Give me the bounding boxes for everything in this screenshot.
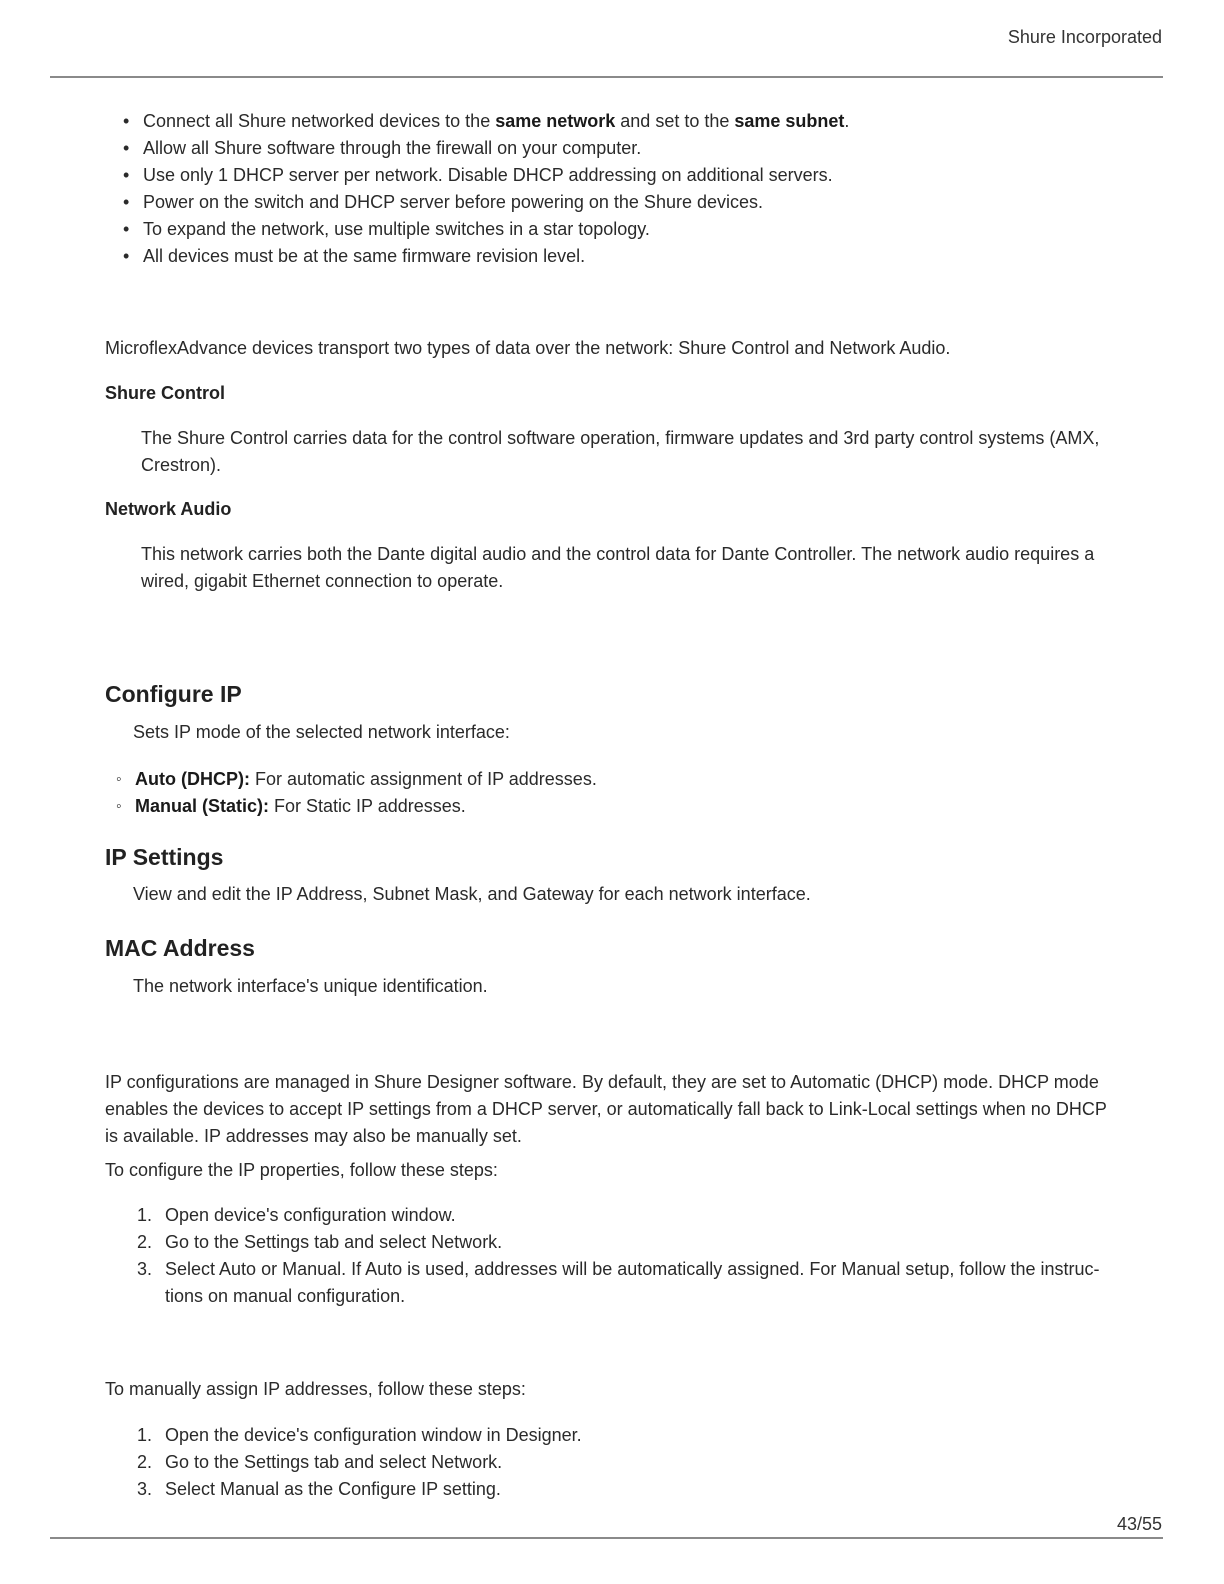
step-text: Open device's configuration window.	[165, 1205, 456, 1225]
header-divider	[50, 76, 1163, 78]
list-item: • Connect all Shure networked devices to the same network and set to the same subnet.	[123, 108, 849, 135]
shure-control-title: Shure Control	[105, 383, 225, 403]
list-item	[134, 1449, 582, 1476]
network-audio-title: Network Audio	[105, 499, 232, 519]
manual-assign-intro: To manually assign IP addresses, follow these steps:	[105, 1379, 526, 1399]
step-text: Go to the Settings tab and select Network.	[165, 1452, 503, 1472]
step-number: 3.	[137, 1479, 153, 1499]
header-company: Shure Incorporated	[1007, 27, 1162, 47]
step-text: Go to the Settings tab and select Network.	[165, 1232, 503, 1252]
configure-ip-options	[116, 766, 597, 820]
list-item: • To expand the network, use multiple switches in a star topology.	[123, 216, 849, 243]
list-item	[134, 1476, 582, 1503]
list-item: • Use only 1 DHCP server per network. Disable DHCP addressing on additional servers.	[123, 162, 849, 189]
configure-ip-heading: Configure IP	[105, 681, 242, 707]
data-types-intro: MicroflexAdvance devices transport two types of data over the network: Shure Control and Network Audio.	[105, 338, 951, 358]
list-item: • All devices must be at the same firmware revision level.	[123, 243, 849, 270]
network-audio-line: wired, gigabit Ethernet connection to operate.	[141, 571, 504, 591]
manual-assign-steps	[134, 1422, 582, 1503]
step-text: Select Auto or Manual. If Auto is used, addresses will be automatically assigned. For Manual setup, follow the instruc-	[165, 1259, 1100, 1279]
step-text: tions on manual configuration.	[165, 1286, 406, 1306]
list-item	[134, 1422, 582, 1449]
shure-control-description	[141, 425, 1099, 479]
step-number: 2.	[137, 1232, 153, 1252]
list-item	[134, 1229, 1099, 1256]
step-number: 1.	[137, 1425, 153, 1445]
step-number: 2.	[137, 1452, 153, 1472]
network-audio-line: This network carries both the Dante digital audio and the control data for Dante Controller. The network audio requires a	[141, 544, 1095, 564]
ip-config-line: is available. IP addresses may also be manually set.	[105, 1126, 522, 1146]
ip-config-line: enables the devices to accept IP settings from a DHCP server, or automatically fall back to Link-Local settings when no DHCP	[105, 1099, 1107, 1119]
step-number: 3.	[137, 1259, 153, 1279]
list-item: ◦ Manual (Static): For Static IP addresses.	[116, 793, 597, 820]
step-number: 1.	[137, 1205, 153, 1225]
ip-config-steps-intro: To configure the IP properties, follow these steps:	[105, 1160, 498, 1180]
footer-divider	[50, 1537, 1163, 1539]
page-number: 43/55	[1116, 1514, 1162, 1534]
network-audio-description	[141, 541, 1094, 595]
list-item: • Power on the switch and DHCP server before powering on the Shure devices.	[123, 189, 849, 216]
configure-ip-description: Sets IP mode of the selected network interface:	[133, 722, 510, 742]
mac-address-description: The network interface's unique identification.	[133, 976, 488, 996]
network-guidelines-list	[123, 108, 849, 270]
ip-config-paragraph	[105, 1069, 1107, 1150]
ip-config-line: IP configurations are managed in Shure Designer software. By default, they are set to Automatic (DHCP) mode. DHCP mode	[105, 1072, 1099, 1092]
mac-address-heading: MAC Address	[105, 935, 255, 961]
shure-control-line: The Shure Control carries data for the control software operation, firmware updates and 3rd party control systems (AMX,	[141, 428, 1100, 448]
list-item	[134, 1202, 1099, 1229]
list-item: • Allow all Shure software through the firewall on your computer.	[123, 135, 849, 162]
step-text: Open the device's configuration window in Designer.	[165, 1425, 582, 1445]
ip-settings-heading: IP Settings	[105, 844, 224, 870]
shure-control-line: Crestron).	[141, 455, 222, 475]
list-item: ◦ Auto (DHCP): For automatic assignment of IP addresses.	[116, 766, 597, 793]
step-text: Select Manual as the Configure IP setting.	[165, 1479, 501, 1499]
ip-settings-description: View and edit the IP Address, Subnet Mask, and Gateway for each network interface.	[133, 884, 811, 904]
list-item	[134, 1256, 1099, 1310]
ip-config-steps	[134, 1202, 1099, 1310]
